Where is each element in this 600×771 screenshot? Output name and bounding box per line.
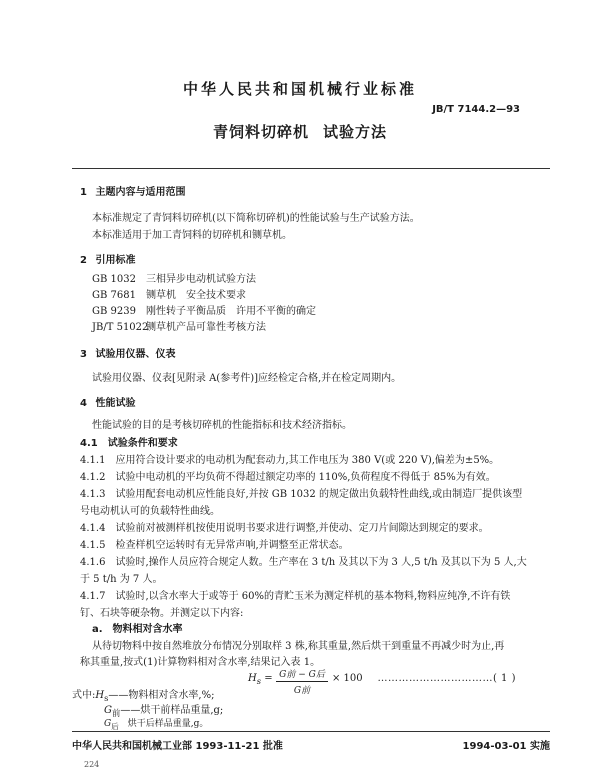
reference-item: JB/T 51022铡草机产品可靠性考核方法 <box>92 322 266 333</box>
standard-code: JB/T 7144.2—93 <box>432 104 520 115</box>
section-4-heading: 4 性能试验 <box>80 398 136 409</box>
clause-4-1: 4.1 试验条件和要求 <box>80 438 178 449</box>
title-part-b: 试验方法 <box>323 123 388 141</box>
reference-item: GB 9239 刚性转子平衡品质 许用不平衡的确定 <box>92 306 316 317</box>
clause-4-1-7-line-2: 钉、石块等硬杂物。并测定以下内容: <box>80 608 244 619</box>
formula-denominator: G前 <box>293 686 311 696</box>
section-4-para-1: 性能试验的目的是考核切碎机的性能指标和技术经济指标。 <box>92 420 352 431</box>
formula-lhs: $H_s$ = <box>248 673 273 686</box>
clause-4-1-7-line-1: 4.1.7 试验时,以含水率大于或等于 60%的青贮玉米为测定样机的基本物料,物料应纯净,不许有铁 <box>80 591 511 602</box>
item-a-para-line-2: 称其重量,按式(1)计算物料相对含水率,结果记入表 1。 <box>80 657 321 668</box>
clause-4-1-3-line-1: 4.1.3 试验用配套电动机应性能良好,并按 GB 1032 的规定做出负载特性曲线,或由制造厂提供该型 <box>80 489 523 500</box>
clause-4-1-3-line-2: 号电动机认可的负载特性曲线。 <box>80 506 220 517</box>
variable-h: 式中$:H_s——$物料相对含水率,%; <box>72 690 215 703</box>
clause-4-1-2: 4.1.2 试验中电动机的平均负荷不得超过额定功率的 110%,负荷程度不得低于 85%为有效。 <box>80 472 496 483</box>
section-3-para-1: 试验用仪器、仪表[见附录 A(参考件)]应经检定合格,并在检定周期内。 <box>92 373 402 384</box>
implementation-date: 1994-03-01 实施 <box>462 741 550 752</box>
title-part-a: 青饲料切碎机 <box>212 123 309 141</box>
section-3-heading: 3 试验用仪器、仪表 <box>80 349 176 360</box>
org-standard-title: 中华人民共和国机械行业标准 <box>182 80 417 98</box>
footer-rule <box>72 731 550 732</box>
clause-4-1-6-line-2: 于 5 t/h 为 7 人。 <box>80 574 163 585</box>
item-a-heading: a. 物料相对含水率 <box>92 624 183 635</box>
clause-4-1-4: 4.1.4 试验前对被测样机按使用说明书要求进行调整,并使动、定刀片间隙达到规定的要求。 <box>80 523 489 534</box>
section-1-heading: 1 主题内容与适用范围 <box>80 187 186 198</box>
section-2-heading: 2 引用标准 <box>80 255 136 266</box>
document-title <box>0 121 600 142</box>
item-a-para-line-1: 从待切物料中按自然堆放分布情况分别取样 3 株,称其重量,然后烘干到重量不再减少时为止,再 <box>92 641 505 652</box>
formula-numerator: G前 − G后 <box>276 667 328 682</box>
reference-item: GB 7681 铡草机 安全技术要求 <box>92 290 246 301</box>
approval-info: 中华人民共和国机械工业部 1993-11-21 批准 <box>72 741 283 752</box>
page-number: 224 <box>84 760 100 769</box>
section-1-para-2: 本标准适用于加工青饲料的切碎机和铡草机。 <box>92 230 292 241</box>
formula-fraction <box>276 667 328 696</box>
clause-4-1-5: 4.1.5 检查样机空运转时有无异常声响,并调整至正常状态。 <box>80 540 349 551</box>
header-rule <box>72 168 550 169</box>
variable-g-after: $G_后$ 烘干后样品重量,g。 <box>104 719 209 731</box>
clause-4-1-1: 4.1.1 应用符合设计要求的电动机为配套动力,其工作电压为 380 V(或 220 V),偏差为±5%。 <box>80 455 500 466</box>
variable-g-before: $G_前——$烘干前样品重量,g; <box>104 705 224 718</box>
section-1-para-1: 本标准规定了青饲料切碎机(以下简称切碎机)的性能试验与生产试验方法。 <box>92 213 420 224</box>
clause-4-1-6-line-1: 4.1.6 试验时,操作人员应符合规定人数。生产率在 3 t/h 及其以下为 3 人,5 t/h 及其以下为 5 人,大 <box>80 557 527 568</box>
reference-item: GB 1032 三相异步电动机试验方法 <box>92 274 256 285</box>
formula-number: ……………………………( 1 ) <box>377 673 516 684</box>
formula-rhs: × 100 <box>332 673 363 684</box>
